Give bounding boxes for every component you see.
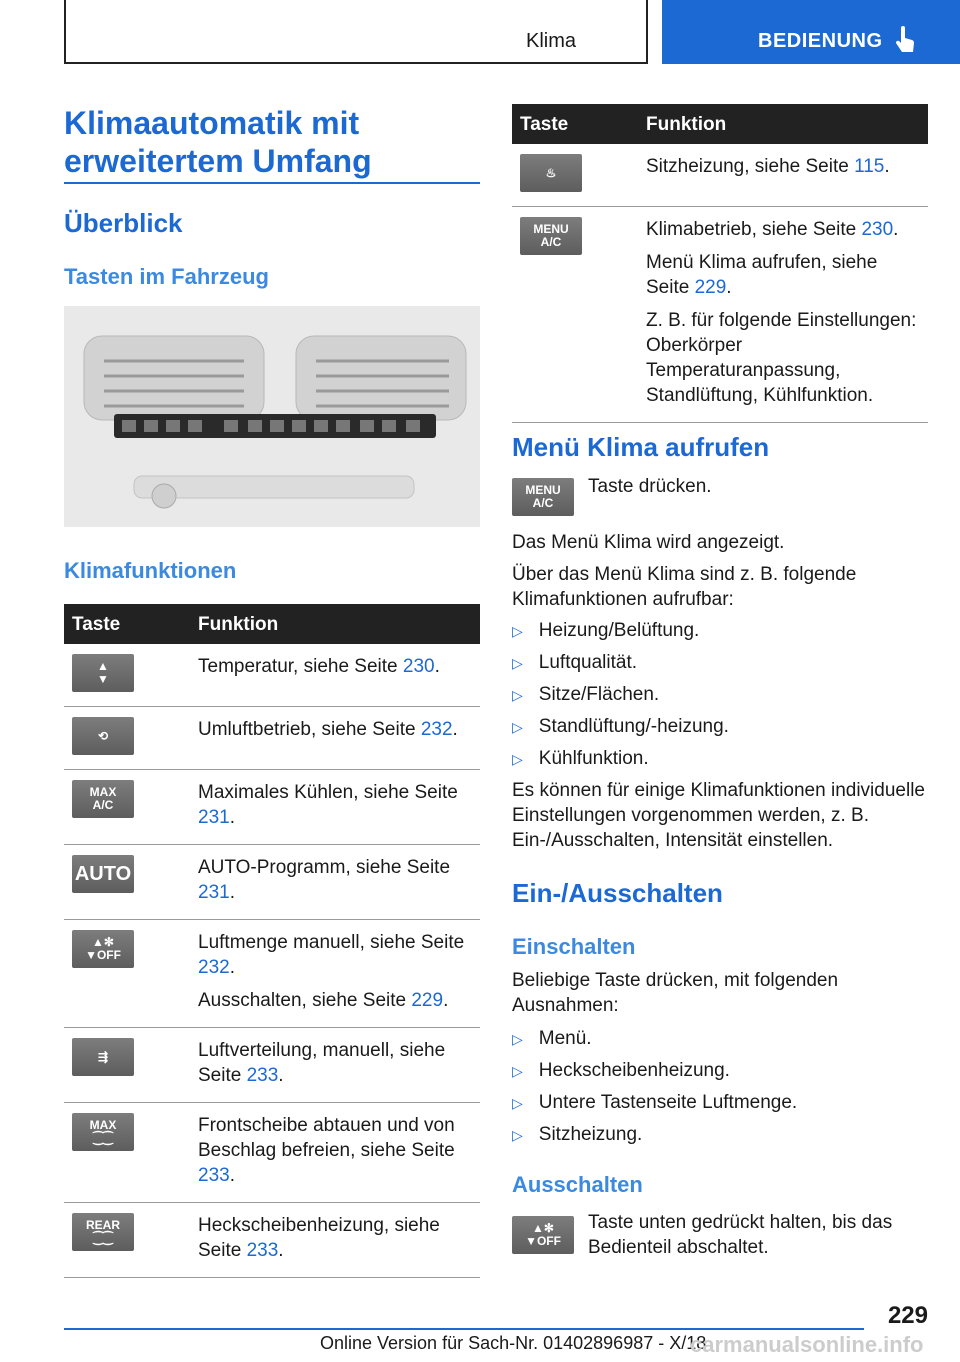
functions-table-left [64,604,480,1278]
air-distribution-icon: ⇶ [72,1038,134,1076]
menu-ac-key-icon: MENU A/C [512,478,574,516]
col-header-function: Funktion [190,604,480,644]
bullet-triangle-icon: ▷ [512,1127,523,1143]
function-cell [190,770,480,845]
page-reference-link[interactable]: 233 [246,1065,279,1086]
function-cell [190,845,480,920]
col-header-key: Taste [64,604,190,644]
list-item-text: Kühlfunktion. [538,748,649,769]
max-defrost-icon: MAX ⁐⁐ [72,1113,134,1151]
list-item-text: Sitze/Flächen. [538,684,660,705]
list-item-text: Heckscheibenheizung. [538,1060,730,1081]
table-row [64,644,480,707]
auto-icon: AUTO [72,855,134,893]
bullet-triangle-icon: ▷ [512,687,523,703]
list-item-text: Sitzheizung. [538,1124,643,1145]
fan-icon: ▲✻ ▼OFF [72,930,134,968]
function-cell [190,920,480,1028]
list-item-text: Luftqualität. [538,652,638,673]
functions-heading: Klimafunktionen [64,558,237,583]
max-ac-icon: MAX A/C [72,780,134,818]
function-text: AUTO-Programm, siehe Seite 231. [198,857,451,903]
fan-off-key-icon: ▲✻ ▼OFF [512,1216,574,1254]
switch-on-text: Beliebige Taste drücken, mit folgenden Ausnahmen: [512,970,839,1016]
key-cell [512,144,638,207]
section-title: Klima [525,30,576,52]
key-cell [64,845,190,920]
key-cell [64,644,190,707]
menu-shown-text: Das Menü Klima wird angezeigt. [512,532,785,553]
page-reference-link[interactable]: 230 [402,656,435,677]
function-text: Klimabetrieb, siehe Seite 230. [646,219,899,240]
page-reference-link[interactable]: 229 [411,990,444,1011]
table-row [64,707,480,770]
page-reference-link[interactable]: 231 [198,807,230,828]
page-reference-link[interactable]: 233 [198,1165,230,1186]
climate-panel-illustration [64,306,480,527]
seat-heating-icon: ♨ [520,154,582,192]
control-panel-photo [64,306,480,527]
page-reference-link[interactable]: 230 [861,219,894,240]
list-item [512,1090,797,1116]
chapter-tab-label: BEDIENUNG [758,30,883,52]
page-number: 229 [887,1302,928,1329]
table-row [64,1103,480,1203]
functions-table-right [512,104,928,423]
function-cell [190,644,480,707]
function-cell [190,1103,480,1203]
bullet-triangle-icon: ▷ [512,655,523,671]
list-item [512,682,659,708]
table-row [64,1028,480,1103]
list-item [512,618,699,644]
key-cell [64,1028,190,1103]
col-header-function: Funktion [638,104,928,144]
bullet-triangle-icon: ▷ [512,1063,523,1079]
menu-ac-icon: MENU A/C [520,217,582,255]
overview-heading: Überblick [64,208,183,238]
function-text: Ausschalten, siehe Seite 229. [198,990,449,1011]
function-cell [638,144,928,207]
list-item [512,1026,592,1052]
page-reference-link[interactable]: 229 [694,277,727,298]
key-cell [64,770,190,845]
function-text: Temperatur, siehe Seite 230. [198,656,440,677]
footer-text: Online Version für Sach-Nr. 01402896987 - X/18 [320,1333,707,1353]
bullet-triangle-icon: ▷ [512,719,523,735]
function-cell [638,207,928,423]
buttons-heading: Tasten im Fahrzeug [64,264,269,289]
menu-press-text: Taste drücken. [588,476,712,497]
bullet-triangle-icon: ▷ [512,1031,523,1047]
function-text: Luftverteilung, manuell, siehe Seite 233. [198,1040,446,1086]
function-text: Frontscheibe abtauen und von Beschlag befreien, siehe Seite 233. [198,1115,455,1186]
function-text: Heckscheibenheizung, siehe Seite 233. [198,1215,440,1261]
page-reference-link[interactable]: 115 [854,156,885,177]
bullet-triangle-icon: ▷ [512,751,523,767]
list-item-text: Untere Tastenseite Luftmenge. [538,1092,798,1113]
title-rule [64,182,480,184]
hand-pointer-icon [894,26,916,54]
function-text: Sitzheizung, siehe Seite 115. [646,156,890,177]
page-reference-link[interactable]: 231 [198,882,230,903]
list-item [512,650,637,676]
onoff-heading: Ein-/Ausschalten [512,878,723,908]
rear-defrost-icon: REAR ⁐⁐ [72,1213,134,1251]
function-text: Menü Klima aufrufen, siehe Seite 229. [646,252,878,298]
list-item-text: Heizung/Belüftung. [538,620,700,641]
list-item [512,1122,642,1148]
table-row [64,845,480,920]
page-reference-link[interactable]: 232 [198,957,230,978]
menu-note-text: Es können für einige Klimafunktionen individuelle Einstellungen vorgenommen werden, z. B. Ein-/Ausschalten, Intensität einstellen. [512,780,925,851]
list-item [512,1058,730,1084]
bullet-triangle-icon: ▷ [512,1095,523,1111]
key-cell [64,1103,190,1203]
bullet-triangle-icon: ▷ [512,623,523,639]
page-reference-link[interactable]: 233 [246,1240,279,1261]
function-text: Umluftbetrieb, siehe Seite 232. [198,719,458,740]
table-row [64,920,480,1028]
list-item-text: Standlüftung/-heizung. [538,716,729,737]
key-cell [64,920,190,1028]
table-row [512,144,928,207]
footer-rule [64,1328,864,1330]
list-item [512,746,649,772]
switch-on-heading: Einschalten [512,934,636,959]
key-cell [64,1203,190,1278]
temperature-arrows-icon: ▲ ▼ [72,654,134,692]
recirculation-icon: ⟲ [72,717,134,755]
function-cell [190,1028,480,1103]
function-cell [190,707,480,770]
function-text: Z. B. für folgende Einstellungen: Oberkörper Temperaturanpassung, Standlüftung, Kühlfunktion. [646,310,917,406]
col-header-key: Taste [512,104,638,144]
page-reference-link[interactable]: 232 [420,719,453,740]
page-title: Klimaautomatik mit erweitertem Umfang [64,105,372,179]
menu-intro-text: Über das Menü Klima sind z. B. folgende Klimafunktionen aufrufbar: [512,564,857,610]
function-text: Luftmenge manuell, siehe Seite 232. [198,932,465,978]
function-cell [190,1203,480,1278]
header-frame [64,0,648,64]
table-row [64,1203,480,1278]
switch-off-text: Taste unten gedrückt halten, bis das Bedienteil abschaltet. [588,1212,893,1258]
switch-off-heading: Ausschalten [512,1172,643,1197]
list-item-text: Menü. [538,1028,592,1049]
menu-heading: Menü Klima aufrufen [512,432,770,462]
table-row [64,770,480,845]
chapter-tab[interactable] [662,0,960,64]
list-item [512,714,729,740]
function-text: Maximales Kühlen, siehe Seite 231. [198,782,458,828]
table-row [512,207,928,423]
watermark: carmanualsonline.info [690,1332,924,1357]
key-cell [512,207,638,423]
key-cell [64,707,190,770]
